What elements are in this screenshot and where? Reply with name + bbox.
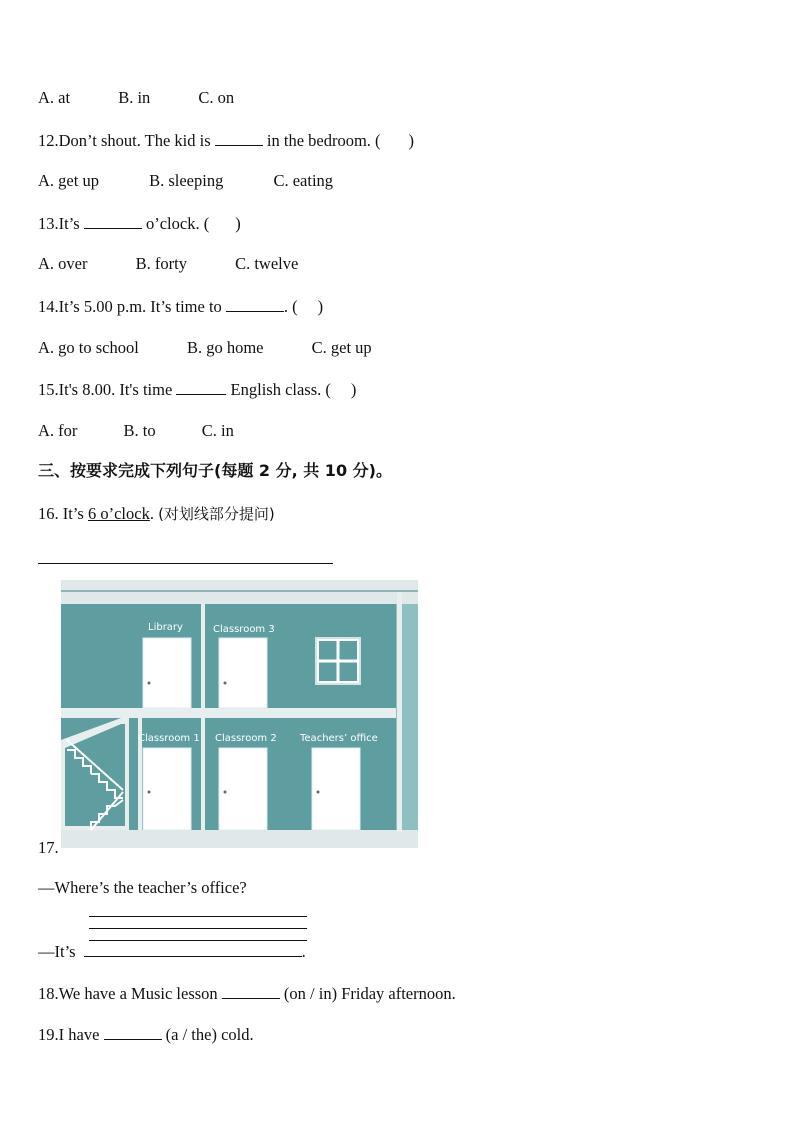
question-text: English class. ( xyxy=(226,380,331,399)
answer-blank[interactable] xyxy=(176,379,226,395)
instruction: (对划线部分提问) xyxy=(158,505,275,523)
q12-option-c: C. eating xyxy=(273,171,334,190)
question-text: in the bedroom. ( xyxy=(262,131,381,150)
q15-option-c: C. in xyxy=(201,421,234,440)
answer-blank[interactable] xyxy=(84,941,302,957)
answer-line[interactable] xyxy=(38,563,333,564)
classroom-1-label: Classroom 1 xyxy=(138,733,200,744)
question-text: It’s 5.00 p.m. It’s time to xyxy=(58,297,226,316)
q11-option-b: B. in xyxy=(118,88,151,107)
q13-option-a: A. over xyxy=(38,254,88,273)
q14-options xyxy=(38,338,372,358)
answer-blank[interactable] xyxy=(222,983,280,999)
paren-close: ) xyxy=(350,380,357,399)
question-text: I have xyxy=(58,1025,104,1044)
question-text: It’s xyxy=(58,214,84,233)
ground xyxy=(61,830,418,848)
floor-slab xyxy=(61,708,401,718)
question-number: 12. xyxy=(38,131,59,150)
paren-close: ) xyxy=(408,131,415,150)
question-text: It’s xyxy=(62,504,88,523)
question-12 xyxy=(38,130,414,151)
question-number: 19. xyxy=(38,1025,59,1044)
q14-option-b: B. go home xyxy=(186,338,264,357)
school-building-picture xyxy=(61,580,418,848)
classroom-1-door xyxy=(143,748,191,830)
q13-options xyxy=(38,254,298,274)
teachers-office-door xyxy=(312,748,360,830)
q15-option-b: B. to xyxy=(123,421,156,440)
answer-line[interactable] xyxy=(89,916,307,917)
q12-option-a: A. get up xyxy=(38,171,99,190)
answer-blank[interactable] xyxy=(226,296,284,312)
classroom-2-door xyxy=(219,748,267,830)
question-17-answer xyxy=(38,941,306,962)
question-17-number: 17. xyxy=(38,838,59,857)
question-14 xyxy=(38,296,323,317)
question-19 xyxy=(38,1024,254,1045)
q15-options xyxy=(38,421,234,441)
question-16 xyxy=(38,504,275,524)
question-text: (a / the) cold. xyxy=(161,1025,254,1044)
question-number: 16. xyxy=(38,504,63,523)
library-label: Library xyxy=(148,622,183,633)
question-15 xyxy=(38,379,356,400)
q15-option-a: A. for xyxy=(38,421,78,440)
q14-option-c: C. get up xyxy=(311,338,372,357)
classroom-2-label: Classroom 2 xyxy=(215,733,277,744)
q13-option-b: B. forty xyxy=(135,254,187,273)
answer-line[interactable] xyxy=(89,928,307,929)
answer-prefix: —It’s xyxy=(38,942,76,961)
question-text: o’clock. ( xyxy=(141,214,210,233)
question-number: 18. xyxy=(38,984,59,1003)
question-text: It's 8.00. It's time xyxy=(58,380,177,399)
question-17-prompt: —Where’s the teacher’s office? xyxy=(38,878,247,897)
roof xyxy=(61,580,418,604)
question-text: . ( xyxy=(283,297,298,316)
q11-option-a: A. at xyxy=(38,88,71,107)
question-number: 13. xyxy=(38,214,59,233)
classroom-3-door xyxy=(219,638,267,708)
q13-option-c: C. twelve xyxy=(235,254,299,273)
underlined-phrase: 6 o’clock xyxy=(87,504,150,523)
q12-options xyxy=(38,171,333,191)
question-text: . xyxy=(149,504,159,523)
question-13 xyxy=(38,213,241,234)
paren-close: ) xyxy=(317,297,324,316)
q12-option-b: B. sleeping xyxy=(149,171,224,190)
answer-suffix: . xyxy=(301,942,306,961)
answer-blank[interactable] xyxy=(215,130,263,146)
q11-option-c: C. on xyxy=(198,88,235,107)
question-text: Don’t shout. The kid is xyxy=(58,131,215,150)
question-text: (on / in) Friday afternoon. xyxy=(279,984,456,1003)
q14-option-a: A. go to school xyxy=(38,338,139,357)
answer-blank[interactable] xyxy=(104,1024,162,1040)
question-18 xyxy=(38,983,456,1004)
question-number: 14. xyxy=(38,297,59,316)
answer-blank[interactable] xyxy=(84,213,142,229)
teachers-office-label: Teachers’ office xyxy=(300,733,378,744)
classroom-3-label: Classroom 3 xyxy=(213,624,275,635)
section-3-heading: 三、按要求完成下列句子(每题 2 分, 共 10 分)。 xyxy=(38,461,392,480)
question-number: 15. xyxy=(38,380,59,399)
library-door xyxy=(143,638,191,708)
question-text: We have a Music lesson xyxy=(58,984,222,1003)
q11-options xyxy=(38,88,234,108)
paren-close: ) xyxy=(235,214,241,233)
